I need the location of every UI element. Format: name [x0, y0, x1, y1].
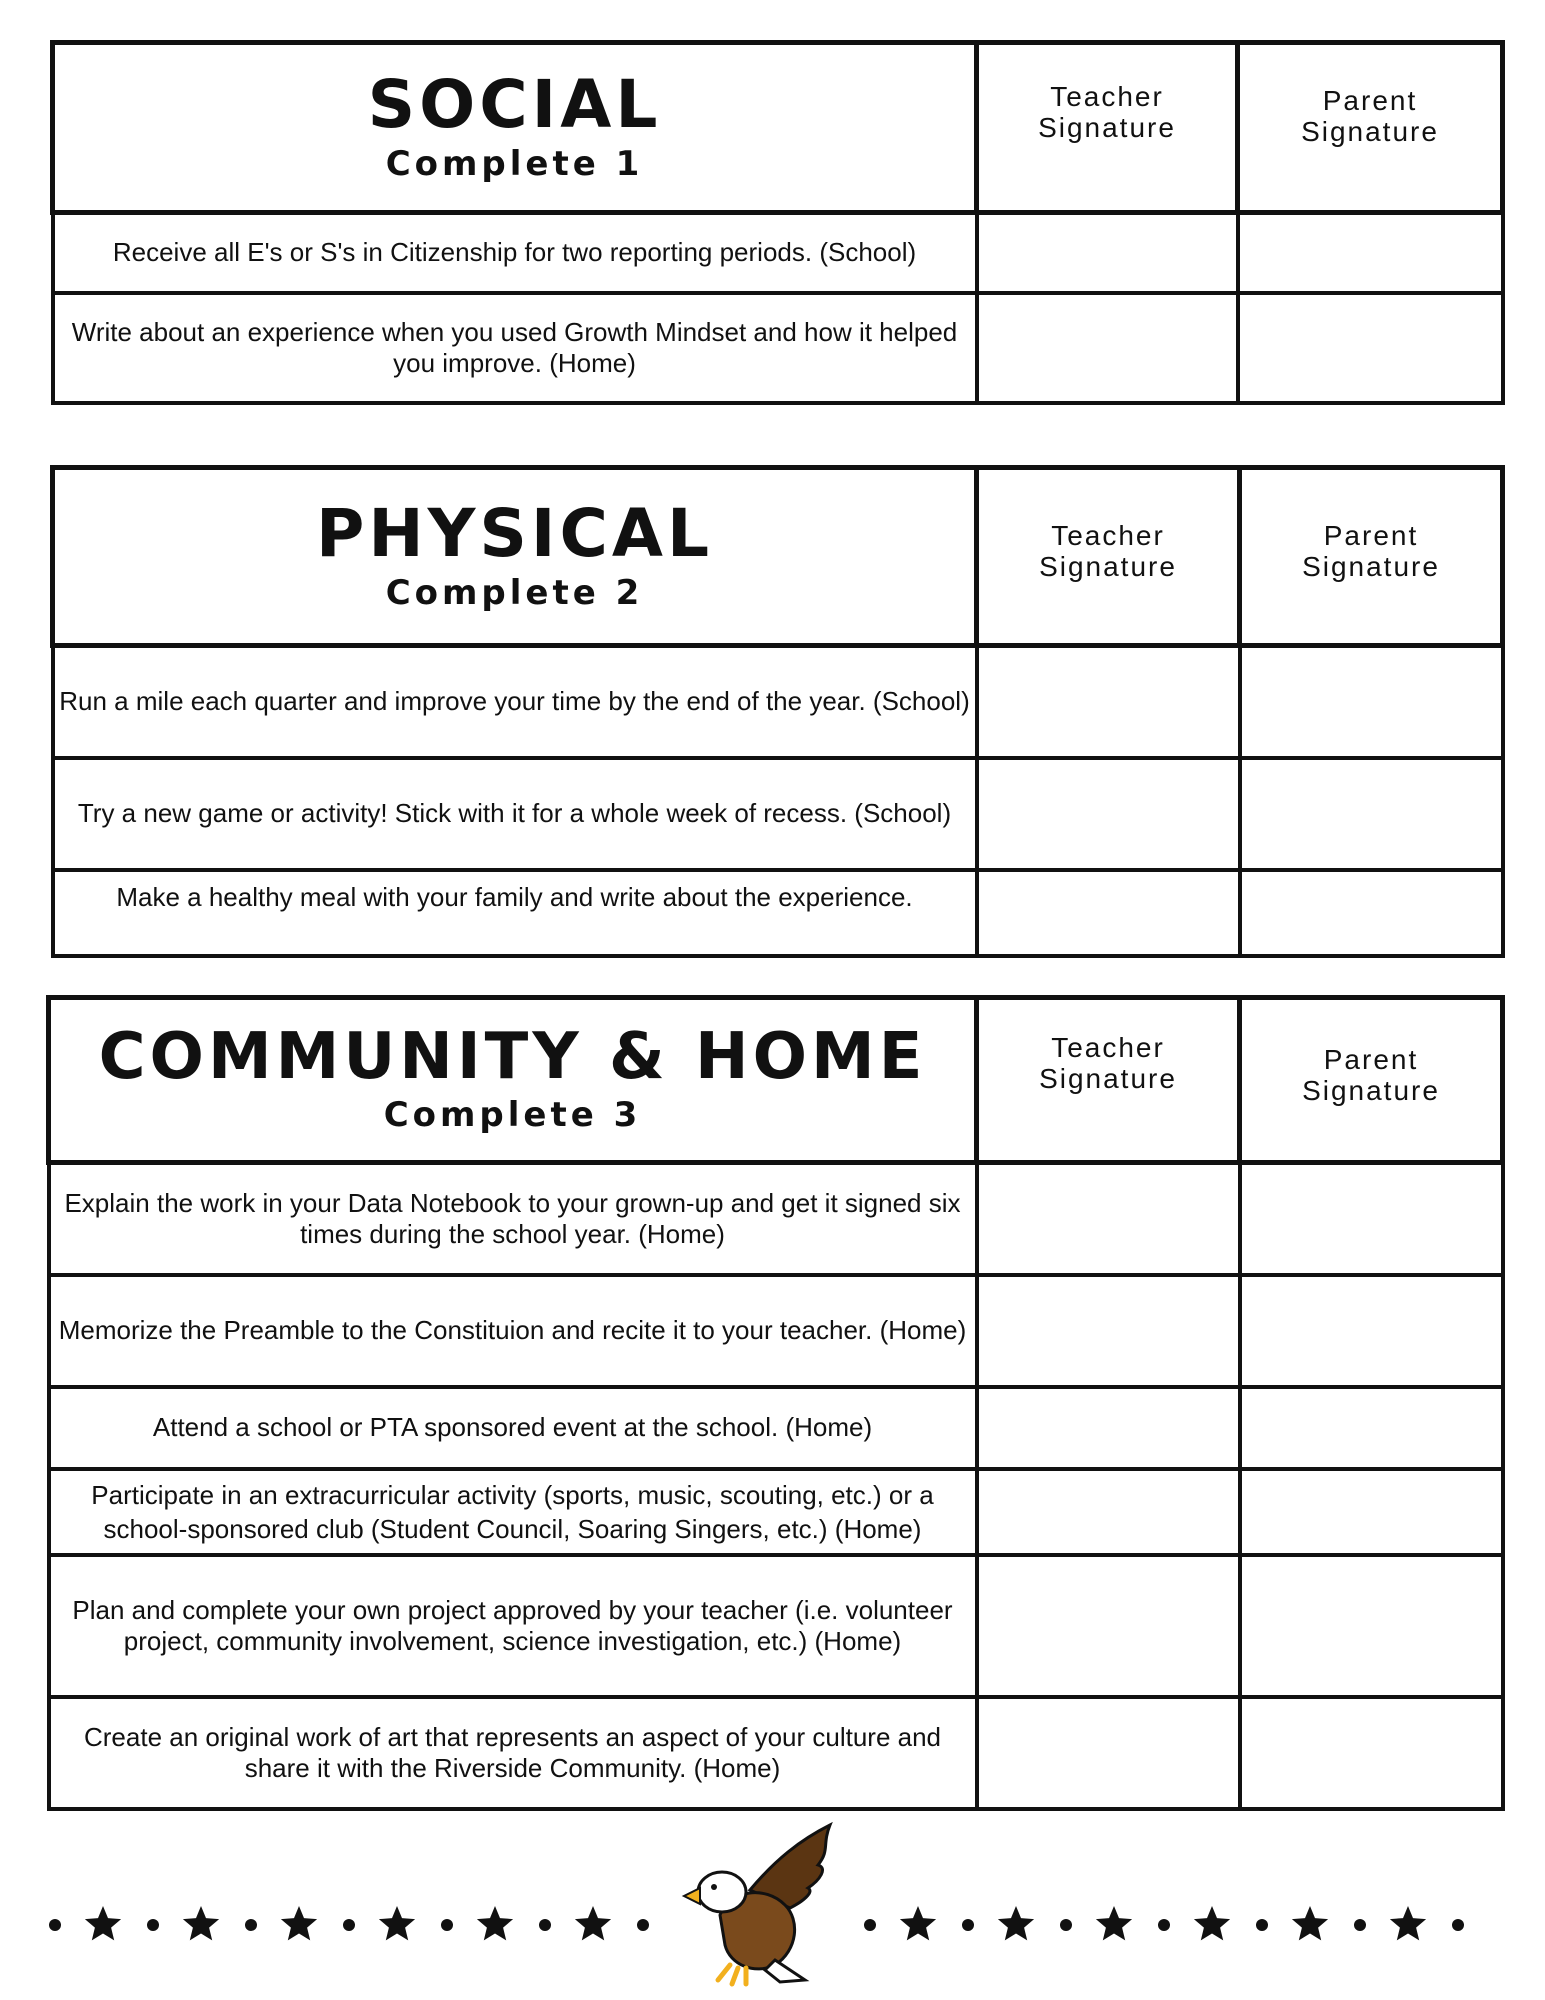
star-icon [998, 1906, 1034, 1940]
parent-signature-header: Parent Signature [1240, 998, 1503, 1163]
task-item: Run a mile each quarter and improve your time by the end of the year. (School) [53, 646, 977, 758]
parent-signature-box[interactable] [1240, 1555, 1503, 1697]
teacher-signature-box[interactable] [977, 646, 1240, 758]
community-home-section [46, 995, 1505, 1811]
teacher-signature-box[interactable] [977, 758, 1240, 870]
dot-icon [864, 1919, 876, 1931]
teacher-signature-header: Teacher Signature [977, 998, 1240, 1163]
star-icon [1194, 1906, 1230, 1940]
task-item: Create an original work of art that represents an aspect of your culture and share it with the Riverside Community. (Home) [49, 1697, 977, 1809]
star-icon [1096, 1906, 1132, 1940]
section-subtitle: Complete 1 [385, 143, 644, 184]
teacher-signature-box[interactable] [977, 1555, 1240, 1697]
task-item: Explain the work in your Data Notebook to your grown-up and get it signed six times during the school year. (Home) [49, 1163, 977, 1275]
parent-signature-box[interactable] [1240, 1469, 1503, 1555]
teacher-signature-box[interactable] [977, 1275, 1240, 1387]
parent-signature-box[interactable] [1240, 1163, 1503, 1275]
task-item: Participate in an extracurricular activity (sports, music, scouting, etc.) or a school-sponsored club (Student Council, Soaring Singers, etc.) (Home) [49, 1469, 977, 1555]
dot-icon [441, 1919, 453, 1931]
dot-icon [1158, 1919, 1170, 1931]
star-icon [1390, 1906, 1426, 1940]
teacher-signature-header: Teacher Signature [977, 468, 1240, 646]
star-icon [575, 1906, 611, 1940]
dot-icon [147, 1919, 159, 1931]
task-item: Try a new game or activity! Stick with it for a whole week of recess. (School) [53, 758, 977, 870]
teacher-signature-box[interactable] [977, 293, 1238, 403]
star-icon [477, 1906, 513, 1940]
dot-icon [1256, 1919, 1268, 1931]
parent-signature-box[interactable] [1240, 758, 1503, 870]
star-icon [379, 1906, 415, 1940]
star-border-right [864, 1906, 1464, 1940]
parent-signature-header: Parent Signature [1240, 468, 1503, 646]
parent-signature-box[interactable] [1240, 1275, 1503, 1387]
star-icon [281, 1906, 317, 1940]
social-section [50, 40, 1505, 405]
parent-signature-box[interactable] [1240, 1387, 1503, 1469]
section-title: SOCIAL [367, 65, 662, 143]
task-item: Make a healthy meal with your family and write about the experience. [53, 870, 977, 956]
parent-signature-box[interactable] [1240, 870, 1503, 956]
teacher-signature-box[interactable] [977, 1697, 1240, 1809]
dot-icon [637, 1919, 649, 1931]
star-icon [900, 1906, 936, 1940]
section-subtitle: Complete 2 [385, 572, 644, 613]
footer-decoration [40, 1820, 1505, 1990]
task-item: Attend a school or PTA sponsored event at the school. (Home) [49, 1387, 977, 1469]
section-heading [49, 998, 977, 1163]
task-item: Plan and complete your own project approved by your teacher (i.e. volunteer project, community involvement, science investigation, etc.) (Home) [49, 1555, 977, 1697]
teacher-signature-box[interactable] [977, 1469, 1240, 1555]
parent-signature-header: Parent Signature [1238, 43, 1503, 213]
star-icon [85, 1906, 121, 1940]
section-subtitle: Complete 3 [383, 1095, 642, 1135]
parent-signature-box[interactable] [1238, 293, 1503, 403]
dot-icon [343, 1919, 355, 1931]
task-item: Memorize the Preamble to the Constituion and recite it to your teacher. (Home) [49, 1275, 977, 1387]
dot-icon [245, 1919, 257, 1931]
physical-section [50, 465, 1505, 958]
teacher-signature-box[interactable] [977, 1387, 1240, 1469]
dot-icon [1452, 1919, 1464, 1931]
dot-icon [539, 1919, 551, 1931]
task-item: Receive all E's or S's in Citizenship for two reporting periods. (School) [53, 213, 977, 293]
star-border-left [49, 1906, 649, 1940]
eagle-icon [684, 1825, 830, 1984]
parent-signature-box[interactable] [1238, 213, 1503, 293]
section-title: PHYSICAL [315, 494, 714, 572]
dot-icon [1354, 1919, 1366, 1931]
parent-signature-box[interactable] [1240, 646, 1503, 758]
dot-icon [962, 1919, 974, 1931]
section-title: COMMUNITY & HOME [98, 1020, 927, 1094]
task-item: Write about an experience when you used Growth Mindset and how it helped you improve. (Home) [53, 293, 977, 403]
star-icon [1292, 1906, 1328, 1940]
section-heading [53, 468, 977, 646]
teacher-signature-box[interactable] [977, 870, 1240, 956]
parent-signature-box[interactable] [1240, 1697, 1503, 1809]
teacher-signature-header: Teacher Signature [977, 43, 1238, 213]
teacher-signature-box[interactable] [977, 213, 1238, 293]
star-icon [183, 1906, 219, 1940]
section-heading [53, 43, 977, 213]
dot-icon [1060, 1919, 1072, 1931]
teacher-signature-box[interactable] [977, 1163, 1240, 1275]
dot-icon [49, 1919, 61, 1931]
